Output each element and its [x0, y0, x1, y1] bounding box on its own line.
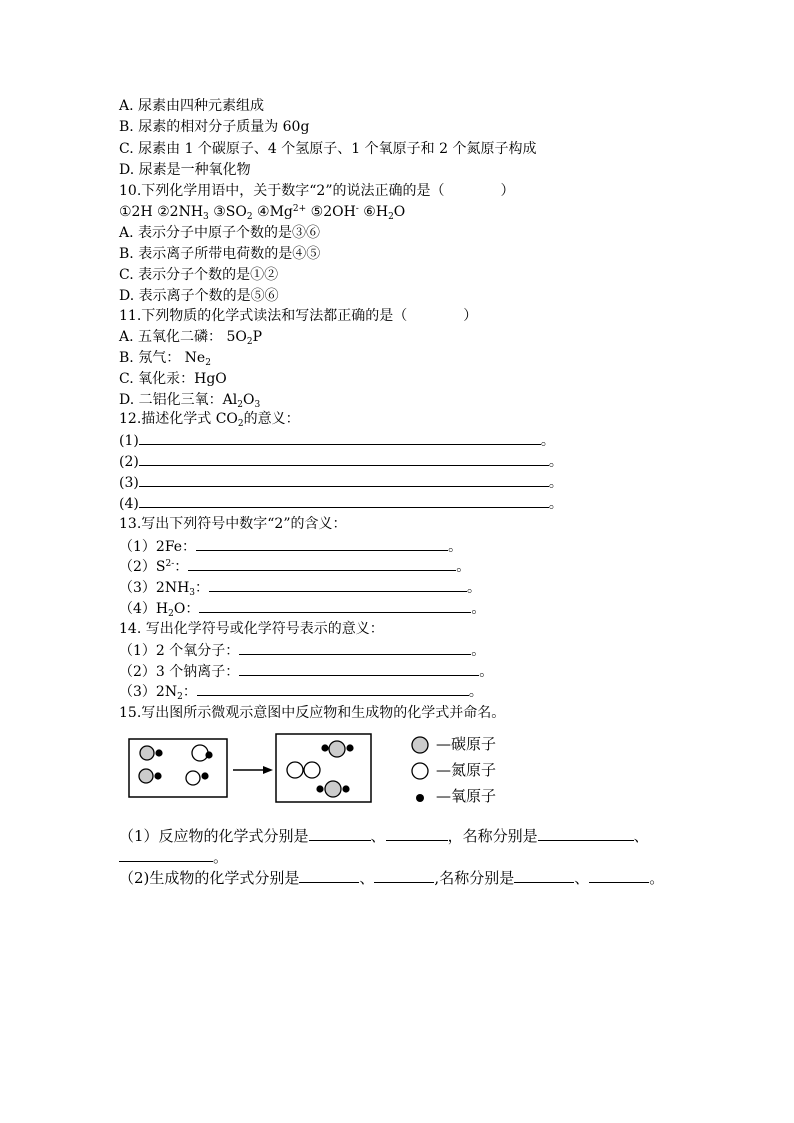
carbon-atom	[329, 741, 345, 757]
q11-option-d-mid: O	[242, 392, 255, 408]
q10-subscript: 3	[203, 212, 209, 222]
q10-symbol-text: ①2H ②2NH	[119, 204, 204, 220]
answer-blank[interactable]	[239, 640, 471, 655]
q15-part-1-label: （1）反应物的化学式分别是	[119, 827, 309, 845]
q10-symbol-text: ③SO	[208, 204, 247, 220]
q13-item-label: （1）2Fe：	[119, 539, 197, 555]
legend-nitrogen-label: —氮原子	[436, 761, 497, 779]
period: 。	[456, 559, 471, 575]
q13-item-3	[119, 577, 481, 597]
period: 。	[548, 475, 563, 491]
q12-stem-end: 的意义：	[243, 411, 300, 427]
q15-part-2-label: （2)生成物的化学式分别是	[119, 869, 300, 887]
q12-answer-4	[119, 493, 563, 513]
carbon-atom	[325, 781, 341, 797]
q14-item-label-end: ：	[182, 684, 197, 700]
legend-oxygen	[410, 785, 496, 811]
q15-stem: 15.写出图所示微观示意图中反应物和生成物的化学式并命名。	[119, 705, 506, 721]
period: 。	[649, 869, 665, 887]
separator: 、	[370, 827, 386, 845]
q12-item-number: (1)	[119, 433, 139, 449]
q14-stem: 14. 写出化学符号或化学符号表示的意义：	[119, 621, 384, 637]
q10-option-a: A. 表示分子中原子个数的是③⑥	[119, 225, 321, 241]
answer-blank[interactable]	[139, 451, 549, 466]
separator: 、	[633, 827, 649, 845]
atom-legend	[410, 733, 496, 811]
q12-item-number: (2)	[119, 454, 139, 470]
q9-option-c: C. 尿素由 1 个碳原子、4 个氢原子、1 个氧原子和 2 个氮原子构成	[119, 141, 537, 157]
answer-blank[interactable]	[239, 661, 479, 676]
arrow-head	[263, 766, 273, 774]
q15-part-1-continued	[119, 847, 228, 867]
q11-subscript: 3	[254, 400, 261, 410]
answer-blank[interactable]	[196, 536, 448, 551]
q15-part-1-mid: ，名称分别是	[447, 827, 538, 845]
period: 。	[213, 848, 229, 866]
q9-option-d: D. 尿素是一种氧化物	[119, 162, 251, 178]
q15-part-2	[119, 868, 664, 888]
answer-blank[interactable]	[299, 868, 359, 883]
period: 。	[479, 664, 494, 680]
q12-stem	[119, 409, 300, 429]
q11-option-a-text: A. 五氧化二磷： 5O	[119, 329, 247, 345]
q13-item-label-end: ：	[174, 559, 189, 575]
q11-subscript: 2	[237, 400, 243, 410]
q10-subscript: 2	[246, 212, 253, 222]
q12-stem-text: 12.描述化学式 CO	[119, 411, 238, 427]
carbon-atom	[140, 746, 154, 760]
period: 。	[548, 496, 563, 512]
q11-option-b-text: B. 氖气： Ne	[119, 350, 206, 366]
q9-option-b: B. 尿素的相对分子质量为 60g	[119, 119, 310, 135]
q13-item-label-end: O：	[173, 601, 200, 617]
q14-item-1	[119, 640, 485, 660]
q11-stem-text: 11.下列物质的化学式读法和写法都正确的是（	[119, 308, 408, 324]
answer-blank[interactable]	[386, 826, 448, 841]
nitrogen-atom	[304, 762, 320, 778]
q13-item-label: （4）H	[119, 601, 169, 617]
q14-item-3	[119, 681, 483, 701]
q10-subscript: 2	[388, 212, 394, 222]
answer-blank[interactable]	[188, 556, 456, 571]
period: 。	[548, 454, 563, 470]
q13-item-label: （3）2NH	[119, 580, 190, 596]
q10-symbol-text: O	[393, 204, 406, 220]
oxygen-atom-icon	[410, 787, 430, 807]
q12-subscript: 2	[237, 419, 244, 429]
nitrogen-atom	[192, 745, 208, 761]
q13-item-2	[119, 556, 470, 576]
q13-subscript: 3	[189, 588, 196, 598]
oxygen-atom	[321, 744, 328, 751]
q14-item-label: （1）2 个氧分子：	[119, 643, 240, 659]
q10-paren-close: ）	[500, 183, 515, 199]
oxygen-atom	[201, 772, 208, 779]
answer-blank[interactable]	[139, 493, 549, 508]
answer-blank[interactable]	[197, 681, 469, 696]
separator: 、	[359, 869, 375, 887]
answer-blank[interactable]	[209, 577, 467, 592]
q10-superscript: -	[355, 204, 359, 214]
answer-blank[interactable]	[139, 430, 541, 445]
q10-option-d: D. 表示离子个数的是⑤⑥	[119, 288, 279, 304]
q11-option-a-end: P	[252, 329, 263, 345]
carbon-atom-icon	[410, 735, 430, 755]
nitrogen-atom	[186, 771, 200, 785]
oxygen-atom	[316, 785, 323, 792]
q11-option-a	[119, 327, 262, 347]
q10-stem	[119, 181, 515, 201]
legend-carbon-label: —碳原子	[436, 735, 497, 753]
oxygen-atom	[205, 751, 212, 758]
q12-answer-2	[119, 451, 563, 471]
q11-paren-close: ）	[463, 308, 478, 324]
q13-subscript: 2	[168, 609, 174, 619]
oxygen-atom	[155, 749, 162, 756]
q13-superscript: 2-	[165, 559, 175, 569]
period: 。	[468, 684, 483, 700]
q11-subscript: 2	[205, 358, 211, 368]
q9-option-a: A. 尿素由四种元素组成	[119, 98, 265, 114]
q13-item-1	[119, 536, 462, 556]
oxygen-atom	[342, 785, 349, 792]
answer-blank[interactable]	[374, 868, 434, 883]
carbon-atom	[139, 769, 153, 783]
q11-option-c: C. 氧化汞：HgO	[119, 371, 227, 387]
q11-stem	[119, 306, 477, 326]
legend-nitrogen	[410, 759, 496, 785]
q14-subscript: 2	[177, 692, 183, 702]
q11-option-d	[119, 390, 260, 410]
period: 。	[540, 433, 555, 449]
answer-blank[interactable]	[514, 868, 574, 883]
q10-symbols	[119, 202, 405, 222]
nitrogen-atom-icon	[410, 761, 430, 781]
q11-option-b	[119, 348, 211, 368]
q10-option-c: C. 表示分子个数的是①②	[119, 267, 279, 283]
legend-carbon	[410, 733, 496, 759]
q12-item-number: (3)	[119, 475, 139, 491]
q12-answer-1	[119, 430, 555, 450]
legend-oxygen-label: —氧原子	[436, 787, 497, 805]
q10-stem-text: 10.下列化学用语中，关于数字“2”的说法正确的是（	[119, 183, 445, 199]
q14-item-2	[119, 661, 493, 681]
q13-item-label: （2）S	[119, 559, 166, 575]
answer-blank[interactable]	[199, 598, 471, 613]
answer-blank[interactable]	[119, 847, 213, 862]
q10-superscript: 2+	[292, 204, 307, 214]
nitrogen-atom	[287, 762, 303, 778]
answer-blank[interactable]	[538, 826, 634, 841]
q13-stem: 13.写出下列符号中数字“2”的含义：	[119, 516, 347, 532]
period: 。	[471, 601, 486, 617]
q12-answer-3	[119, 472, 563, 492]
q14-item-label: （2）3 个钠离子：	[119, 664, 240, 680]
q10-symbol-text: ⑤2OH	[306, 204, 356, 220]
period: 。	[467, 580, 482, 596]
q10-symbol-text: ⑥H	[358, 204, 389, 220]
q15-part-1	[119, 826, 649, 846]
separator: 、	[574, 869, 590, 887]
q14-item-label: （3）2N	[119, 684, 178, 700]
q11-subscript: 2	[246, 337, 253, 347]
answer-blank[interactable]	[309, 826, 371, 841]
oxygen-atom	[154, 772, 161, 779]
period: 。	[471, 643, 486, 659]
q11-option-d-text: D. 二铝化三氧：Al	[119, 392, 238, 408]
oxygen-atom	[346, 744, 353, 751]
q13-item-label-end: ：	[195, 580, 210, 596]
q12-item-number: (4)	[119, 496, 139, 512]
q13-item-4	[119, 598, 485, 618]
period: 。	[448, 539, 463, 555]
q10-option-b: B. 表示离子所带电荷数的是④⑤	[119, 246, 321, 262]
answer-blank[interactable]	[139, 472, 549, 487]
q10-symbol-text: ④Mg	[252, 204, 293, 220]
q15-part-2-mid: ,名称分别是	[434, 869, 515, 887]
answer-blank[interactable]	[589, 868, 649, 883]
